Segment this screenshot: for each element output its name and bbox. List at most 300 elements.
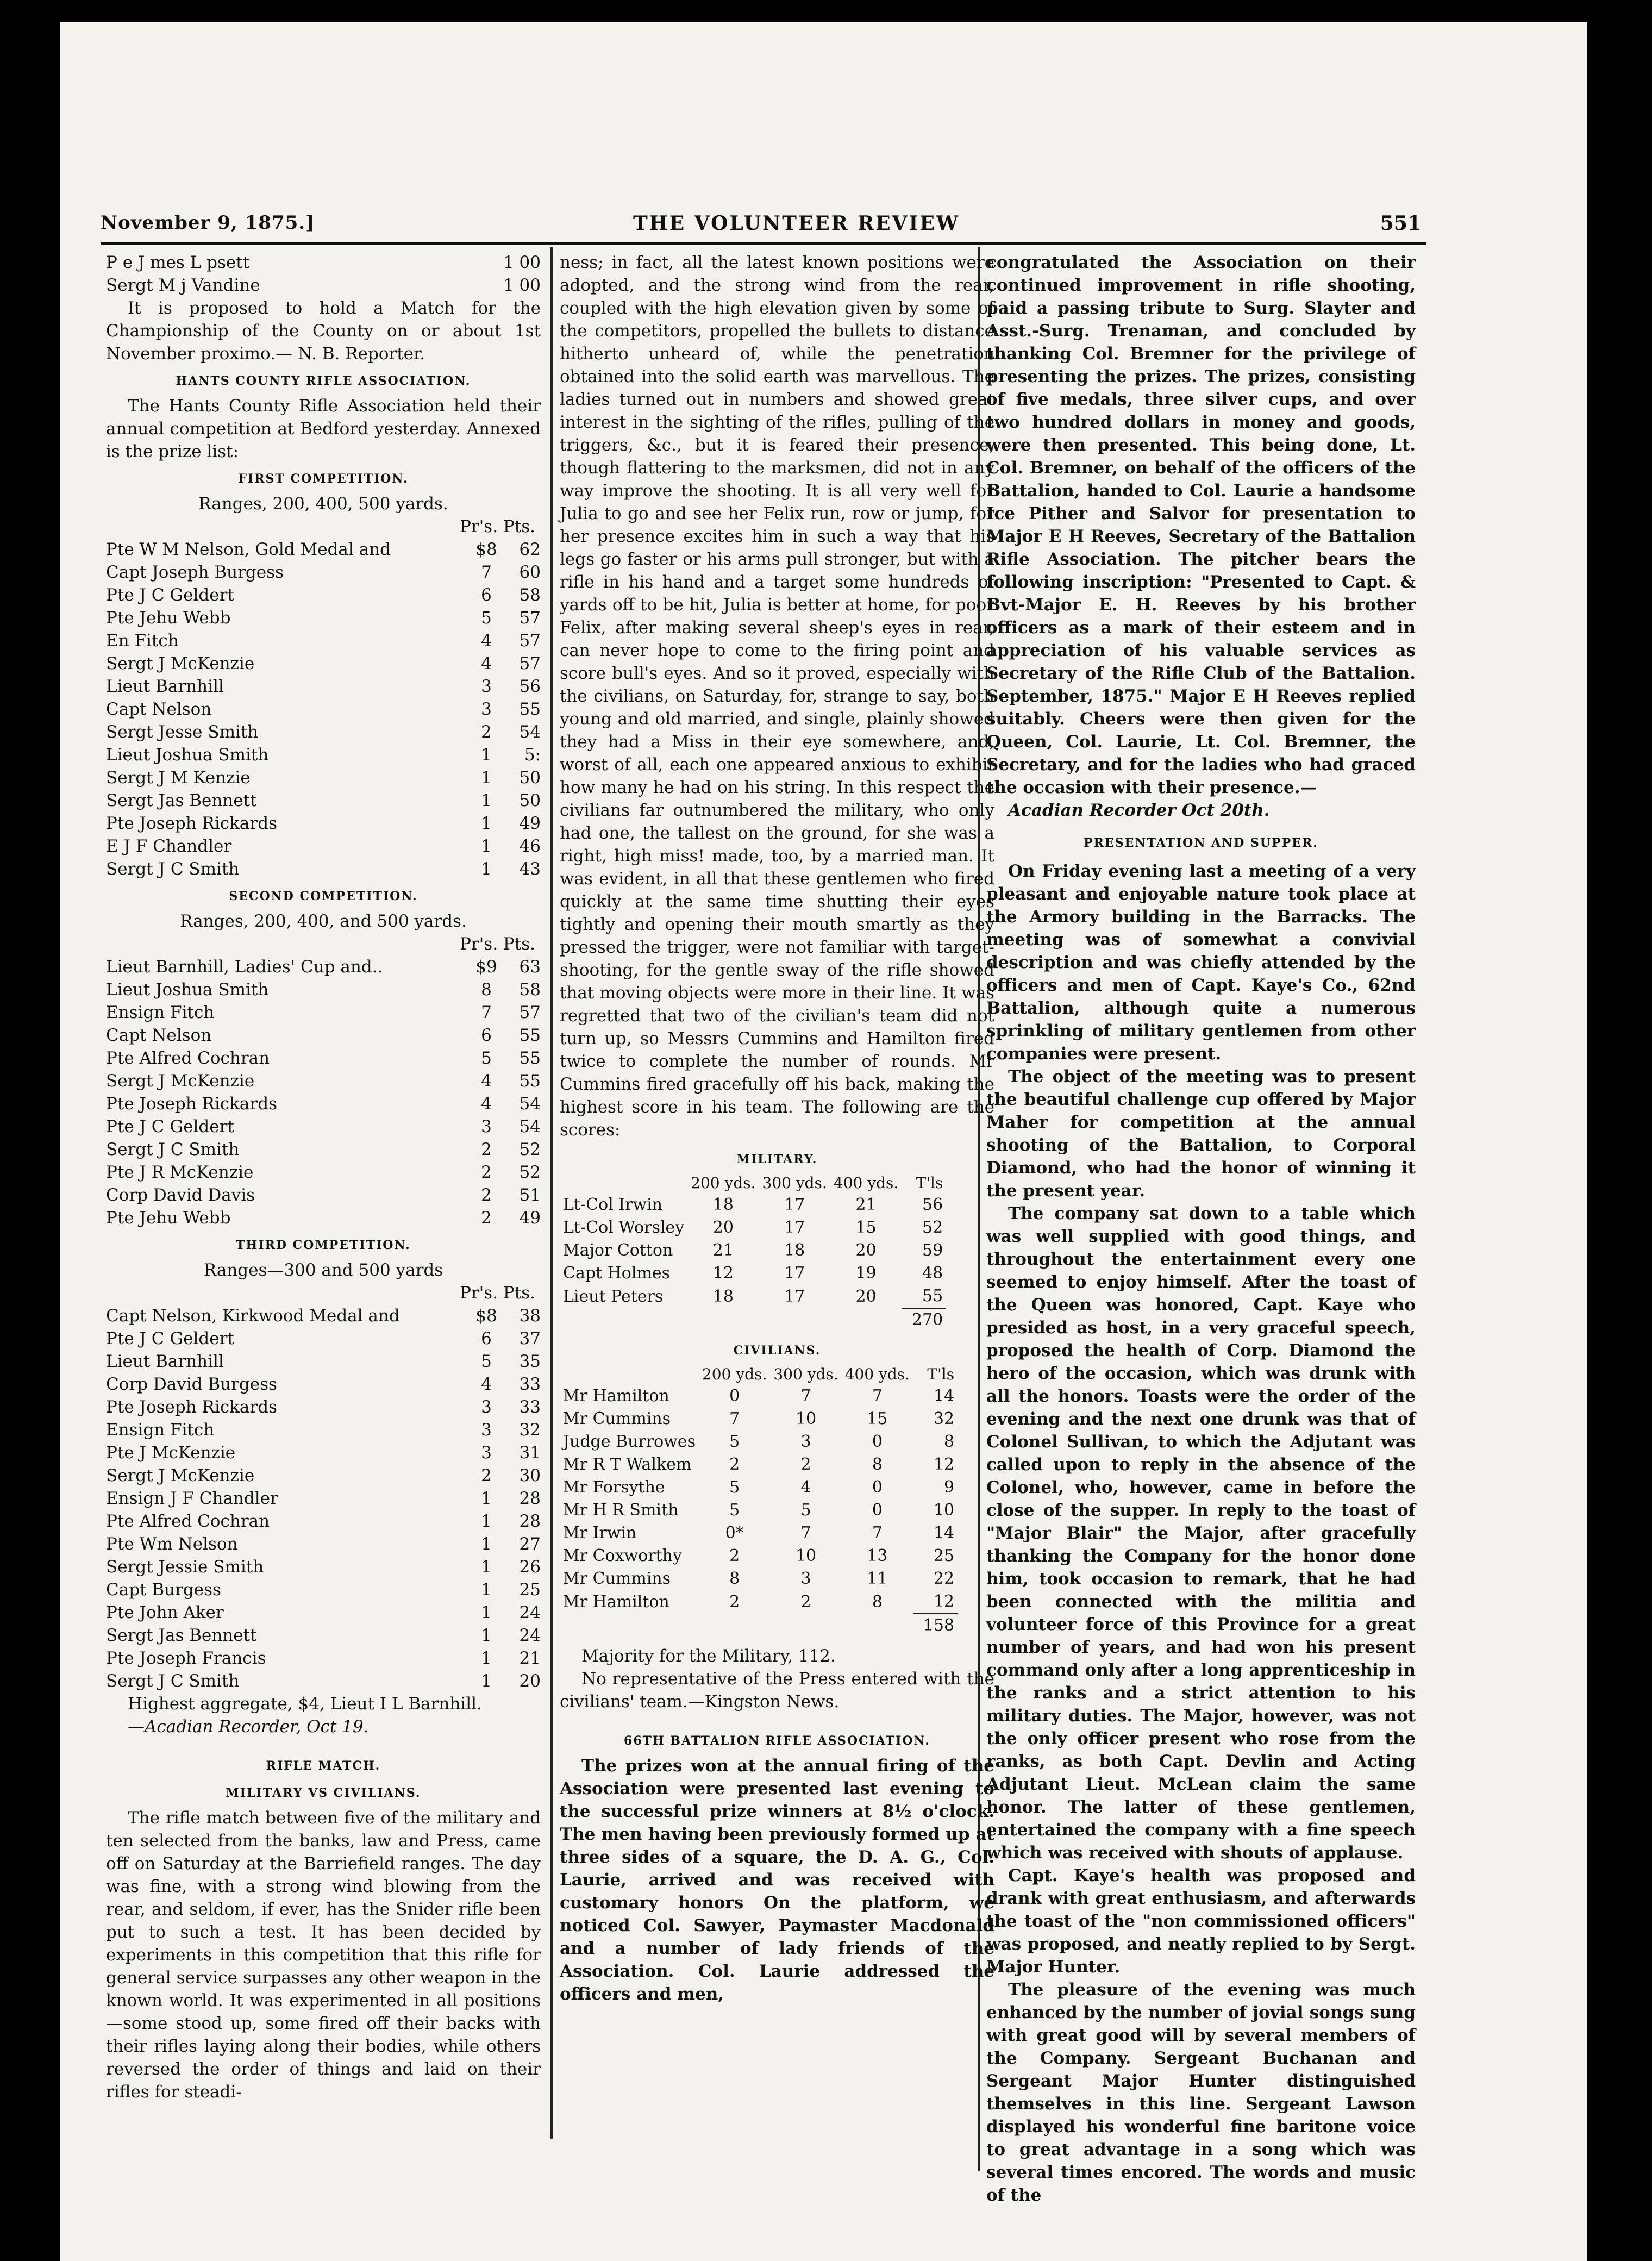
score-cell: 18	[712, 1286, 734, 1306]
prize-row	[106, 1138, 541, 1161]
score-cell: 2	[800, 1455, 811, 1474]
column-rule-1	[550, 247, 553, 2139]
competitor-name: Sergt J McKenzie	[106, 654, 255, 673]
third-competition-heading: THIRD COMPETITION.	[236, 1238, 411, 1252]
competitor-name: Lieut Barnhill	[106, 1352, 224, 1371]
prize-row	[106, 584, 541, 607]
competitor-name: Sergt Jessie Smith	[106, 1557, 264, 1577]
prize-value: 1	[481, 768, 492, 788]
prize-row	[106, 1578, 541, 1601]
prize-value: 1	[481, 1512, 492, 1531]
shooter-name: Mr Irwin	[563, 1523, 637, 1542]
prize-row	[106, 1601, 541, 1624]
points-value: 20	[519, 1671, 541, 1691]
score-cell: 15	[867, 1409, 888, 1428]
prize-row	[106, 1556, 541, 1578]
header-page-number: 551	[1380, 212, 1421, 235]
presentation-paragraph-2: The object of the meeting was to present the beautiful challenge cup offered by Major Maher for competition at the annual shooting of the Battalion, to Corporal Diamond, who had the honor of winning it the present year.	[986, 1067, 1416, 1201]
prize-value: 2	[481, 1140, 492, 1159]
points-value: 55	[519, 699, 541, 719]
score-row	[560, 1239, 946, 1262]
competitor-name: Lieut Barnhill	[106, 677, 224, 696]
prize-value: 7	[481, 563, 492, 582]
source-acadian-recorder-oct20: Acadian Recorder Oct 20th.	[1008, 801, 1270, 820]
prize-row	[106, 1092, 541, 1115]
competitor-name: Pte Joseph Francis	[106, 1648, 266, 1668]
prize-row	[106, 1327, 541, 1350]
points-value: 55	[519, 1026, 541, 1045]
competitor-name: Pte Jehu Webb	[106, 608, 231, 628]
military-scores-table	[560, 1173, 946, 1332]
points-value: 54	[519, 722, 541, 742]
score-cell: 13	[867, 1546, 888, 1565]
prize-points-header-3: Pr's. Pts.	[460, 1283, 535, 1303]
points-value: 63	[519, 957, 541, 977]
score-cell: 18	[712, 1195, 734, 1214]
competitor-name: Pte Wm Nelson	[106, 1534, 238, 1554]
civilians-scores-heading: CIVILIANS.	[733, 1344, 821, 1358]
points-value: 28	[519, 1489, 541, 1508]
prize-value: 1	[481, 814, 492, 833]
prize-value: 5	[481, 1048, 492, 1068]
shooter-name: Mr R T Walkem	[563, 1455, 692, 1474]
score-cell: 20	[712, 1218, 734, 1237]
presentation-paragraph-4: Capt. Kaye's health was proposed and drank with great enthusiasm, and afterwards the toast of the "non commissioned officers" was proposed, and neatly replied to by Sergt. Major Hunter.	[986, 1866, 1416, 1977]
competitor-name: Pte Alfred Cochran	[106, 1512, 270, 1531]
column-1	[106, 251, 541, 2103]
competitor-name: Capt Burgess	[106, 1580, 221, 1600]
competitor-name: Corp David Davis	[106, 1185, 255, 1205]
prize-value: $9	[475, 957, 497, 977]
civ-col-300: 300 yds.	[773, 1365, 838, 1383]
score-cell: 17	[784, 1264, 805, 1283]
points-value: 49	[519, 814, 541, 833]
column-2	[560, 251, 994, 2006]
score-cell: 56	[922, 1195, 943, 1214]
prize-row	[106, 835, 541, 858]
prize-row	[106, 955, 541, 978]
prize-row	[106, 274, 541, 297]
score-cell: 55	[922, 1286, 943, 1306]
prize-row	[106, 538, 541, 561]
score-row	[560, 1499, 958, 1522]
points-value: 27	[519, 1534, 541, 1554]
prize-value: 1	[481, 1671, 492, 1691]
score-cell: 17	[784, 1218, 805, 1237]
score-cell: 25	[933, 1546, 955, 1565]
score-cell: 0	[872, 1432, 883, 1451]
prize-value: 6	[481, 1026, 492, 1045]
prize-row	[106, 629, 541, 652]
prize-value: 4	[481, 654, 492, 673]
prize-row	[106, 1001, 541, 1024]
championship-paragraph: It is proposed to hold a Match for the Championship of the County on or about 1st November proximo.— N. B. Reporter.	[106, 298, 541, 364]
col-400: 400 yds.	[833, 1174, 899, 1192]
points-value: 52	[519, 1163, 541, 1182]
prize-value: 6	[481, 1329, 492, 1348]
prize-row	[106, 1670, 541, 1692]
points-value: 33	[519, 1397, 541, 1417]
prize-value: 3	[481, 1420, 492, 1440]
competitor-name: Sergt Jas Bennett	[106, 791, 257, 810]
competitor-name: Lieut Barnhill, Ladies' Cup and..	[106, 957, 383, 977]
prize-value: 5	[481, 608, 492, 628]
points-value: 32	[519, 1420, 541, 1440]
prize-row	[106, 1624, 541, 1647]
points-value: 58	[519, 980, 541, 1000]
score-cell: 7	[800, 1523, 811, 1542]
association-continued: congratulated the Association on their continued improvement in rifle shooting, paid a passing tribute to Surg. Slayter and Asst.-Surg. Trenaman, and concluded by thanking Col. Bremner for the privilege of presenting the prizes. The prizes, consisting of five medals, three silver cups, and over two hundred dollars in money and goods, were then presented. This being done, Lt. Col. Bremner, on behalf of the officers of the Battalion, handed to Col. Laurie a handsome Ice Pither and Salvor for presentation to Major E H Reeves, Secretary of the Battalion Rifle Association. The pitcher bears the following inscription: "Presented to Capt. & Bvt-Major E. H. Reeves by his brother officers as a mark of their esteem and in appreciation of his valuable services as Secretary of the Rifle Club of the Battalion. September, 1875." Major E H Reeves replied suitably. Cheers were then given for the Queen, Col. Laurie, Lt. Col. Bremner, the Secretary, and for the ladies who had graced the occasion with their presence.—	[986, 253, 1416, 797]
prize-value: 4	[481, 631, 492, 651]
score-row	[560, 1590, 958, 1614]
competitor-name: P e J mes L psett	[106, 253, 250, 272]
score-row	[560, 1522, 958, 1545]
amount-value: 1 00	[503, 276, 541, 295]
prize-value: 2	[481, 722, 492, 742]
prize-value: 2	[481, 1466, 492, 1485]
header-rule	[101, 242, 1426, 245]
competitor-name: Sergt Jas Bennett	[106, 1626, 257, 1645]
points-value: 38	[519, 1306, 541, 1326]
competitor-name: Pte Joseph Rickards	[106, 814, 277, 833]
header-date: November 9, 1875.]	[101, 212, 315, 234]
shooter-name: Mr Coxworthy	[563, 1546, 682, 1565]
competitor-name: Capt Nelson	[106, 699, 212, 719]
prize-points-header: Pr's. Pts.	[460, 517, 535, 536]
presentation-paragraph-3: The company sat down to a table which was well supplied with good things, and throughout the entertainment every one seemed to enjoy himself. After the toast of the Queen was honored, Capt. Kaye who presided as host, in a very graceful speech, proposed the health of Corp. Diamond the hero of the occasion, which was drunk with all the honors. Toasts were the order of the evening and the next one drunk was that of Colonel Sullivan, to which the Adjutant was called upon to reply in the absence of the Colonel, who, however, came in before the close of the supper. In reply to the toast of "Major Blair" the Major, after gracefully thanking the Company for the honor done him, took occasion to remark, that he had been connected with the militia and volunteer force of this Province for a great number of years, and had won his present command only after a long apprenticeship in the ranks and a strict attention to his military duties. The Major, however, was not the only officer present who rose from the ranks, as both Capt. Devlin and Acting Adjutant Lieut. McLean claim the same honor. The latter of these gentlemen, entertained the company with a fine speech which was received with shouts of applause.	[986, 1204, 1416, 1863]
shooter-name: Judge Burrowes	[563, 1432, 696, 1451]
points-value: 33	[519, 1375, 541, 1394]
competitor-name: Lieut Joshua Smith	[106, 745, 269, 765]
points-value: 55	[519, 1048, 541, 1068]
prize-row	[106, 1396, 541, 1419]
prize-row	[106, 561, 541, 584]
col-200: 200 yds.	[691, 1174, 756, 1192]
military-vs-civilians-heading: MILITARY VS CIVILIANS.	[226, 1786, 421, 1800]
column-3	[986, 251, 1416, 2207]
prize-row	[106, 1115, 541, 1138]
score-cell: 4	[800, 1478, 811, 1497]
competitor-name: En Fitch	[106, 631, 179, 651]
prize-value: 8	[481, 980, 492, 1000]
prize-row	[106, 744, 541, 766]
score-cell: 10	[933, 1501, 955, 1520]
col-300: 300 yds.	[762, 1174, 827, 1192]
score-cell: 20	[855, 1241, 877, 1260]
score-cell: 14	[933, 1523, 955, 1542]
prize-row	[106, 978, 541, 1001]
score-cell: 7	[872, 1523, 883, 1542]
score-cell: 8	[872, 1592, 883, 1612]
prize-row	[106, 1441, 541, 1464]
competitor-name: Sergt J McKenzie	[106, 1071, 255, 1091]
points-value: 25	[519, 1580, 541, 1600]
competitor-name: Pte J R McKenzie	[106, 1163, 254, 1182]
prize-value: 2	[481, 1208, 492, 1228]
score-cell: 5	[729, 1478, 740, 1497]
header-title: THE VOLUNTEER REVIEW	[633, 212, 960, 235]
score-row	[560, 1194, 946, 1216]
prize-value: 1	[481, 791, 492, 810]
page-header	[101, 212, 1421, 245]
score-cell: 12	[933, 1455, 955, 1474]
score-cell: 18	[784, 1241, 805, 1260]
points-value: 24	[519, 1626, 541, 1645]
prize-value: 1	[481, 1489, 492, 1508]
amount-value: 1 00	[503, 253, 541, 272]
prize-value: 1	[481, 1580, 492, 1600]
battalion-paragraph: The prizes won at the annual firing of the Association were presented last evening to the successful prize winners at 8½ o'clock. The men having been previously formed up at three sides of a square, the D. A. G., Col. Laurie, arrived and was received with customary honors On the platform, we noticed Col. Sawyer, Paymaster Macdonald and a number of lady friends of the Association. Col. Laurie addressed the officers and men,	[560, 1756, 994, 2004]
score-cell: 9	[943, 1478, 955, 1497]
competitor-name: Pte J C Geldert	[106, 1329, 234, 1348]
shooter-name: Mr H R Smith	[563, 1501, 679, 1520]
prize-row	[106, 1024, 541, 1047]
score-cell: 0	[729, 1386, 740, 1406]
points-value: 49	[519, 1208, 541, 1228]
prize-value: 1	[481, 1534, 492, 1554]
competitor-name: Capt Nelson	[106, 1026, 212, 1045]
score-cell: 2	[729, 1592, 740, 1612]
score-cell: 7	[872, 1386, 883, 1406]
points-value: 60	[519, 563, 541, 582]
competitor-name: Pte Joseph Rickards	[106, 1397, 277, 1417]
points-value: 24	[519, 1603, 541, 1622]
rifle-match-continued: ness; in fact, all the latest known positions were adopted, and the strong wind from the rear, coupled with the high elevation given by some of the competitors, propelled the bullets to distance hitherto unheard of, while the penetration obtained into the solid earth was marvellous. The ladies turned out in numbers and showed great interest in the sighting of the rifles, pulling of the triggers, &c., but it is feared their presence, though flattering to the marksmen, did not in any way improve the shooting. It is all very well for Julia to go and see her Felix run, row or jump, for her presence excites him in such a way that his legs go faster or his arms pull stronger, but with a rifle in his hand and a target some hundreds of yards off to be hit, Julia is better at home, for poor Felix, after making several sheep's eyes in rear, can never hope to come to the firing point and score bull's eyes. And so it proved, especially with the civilians, on Saturday, for, strange to say, both young and old married, and single, plainly showed they had a Miss in their eye somewhere, and, worst of all, each one appeared anxious to exhibit how many he had on his string. In this respect the civilians far outnumbered the military, who only had one, the tallest on the ground, for she was a right, high miss! made, too, by a married man. It was evident, in all that these gentlemen who fired quickly at the same time shutting their eyes tightly and opening their mouth smartly as they pressed the trigger, were not familiar with target-shooting, for the gentle sway of the rifle showed that moving objects were more in their line. It was regretted that two of the civilian's team did not turn up, so Messrs Cummins and Hamilton fired twice to complete the number of rounds. Mr Cummins fired gracefully off his back, making the highest score in his team. The following are the scores:	[560, 253, 994, 1140]
competitor-name: Sergt J M Kenzie	[106, 768, 251, 788]
competitor-name: Corp David Burgess	[106, 1375, 277, 1394]
no-representative-line: No representative of the Press entered with the civilians' team.—Kingston News.	[560, 1669, 994, 1712]
shooter-name: Mr Forsythe	[563, 1478, 665, 1497]
score-cell: 20	[855, 1286, 877, 1306]
prize-value: 7	[481, 1003, 492, 1022]
prize-row	[106, 789, 541, 812]
prize-value: 1	[481, 836, 492, 856]
competitor-name: Ensign J F Chandler	[106, 1489, 278, 1508]
shooter-name: Lt-Col Irwin	[563, 1195, 663, 1214]
battalion-heading: 66TH BATTALION RIFLE ASSOCIATION.	[624, 1734, 930, 1748]
score-cell: 12	[712, 1264, 734, 1283]
score-row	[560, 1567, 958, 1590]
prize-row	[106, 721, 541, 744]
prize-value: 1	[481, 745, 492, 765]
prize-value: 1	[481, 1603, 492, 1622]
score-cell: 8	[872, 1455, 883, 1474]
prize-value: 3	[481, 699, 492, 719]
civilian-total: 158	[913, 1614, 958, 1637]
presentation-heading: PRESENTATION AND SUPPER.	[1084, 836, 1318, 850]
hants-heading: HANTS COUNTY RIFLE ASSOCIATION.	[176, 374, 471, 388]
prize-value: 3	[481, 1117, 492, 1136]
prize-row	[106, 1070, 541, 1092]
score-cell: 22	[933, 1569, 955, 1588]
score-row	[560, 1216, 946, 1239]
prize-value: 4	[481, 1094, 492, 1114]
prize-row	[106, 1373, 541, 1396]
prize-value: 2	[481, 1185, 492, 1205]
competitor-name: Pte W M Nelson, Gold Medal and	[106, 540, 391, 559]
score-cell: 17	[784, 1286, 805, 1306]
prize-points-header-2: Pr's. Pts.	[460, 934, 535, 954]
prize-row	[106, 1161, 541, 1184]
competitor-name: Sergt J C Smith	[106, 1671, 240, 1691]
score-row	[560, 1431, 958, 1453]
points-value: 26	[519, 1557, 541, 1577]
points-value: 21	[519, 1648, 541, 1668]
third-ranges: Ranges—300 and 500 yards	[203, 1260, 443, 1280]
prize-value: 3	[481, 1443, 492, 1463]
prize-row	[106, 812, 541, 835]
military-scores-heading: MILITARY.	[736, 1152, 818, 1166]
col-totals: T'ls	[916, 1174, 943, 1192]
competitor-name: Ensign Fitch	[106, 1420, 215, 1440]
score-row	[560, 1545, 958, 1567]
competitor-name: Capt Joseph Burgess	[106, 563, 284, 582]
prize-row	[106, 1184, 541, 1207]
score-cell: 8	[943, 1432, 955, 1451]
points-value: 57	[519, 654, 541, 673]
shooter-name: Capt Holmes	[563, 1264, 671, 1283]
score-cell: 0*	[725, 1523, 744, 1542]
competitor-name: Sergt M j Vandine	[106, 276, 260, 295]
score-cell: 7	[800, 1386, 811, 1406]
score-cell: 2	[729, 1455, 740, 1474]
prize-row	[106, 1350, 541, 1373]
points-value: 55	[519, 1071, 541, 1091]
prize-row	[106, 607, 541, 629]
score-cell: 5	[800, 1501, 811, 1520]
score-cell: 21	[855, 1195, 877, 1214]
military-total: 270	[902, 1308, 946, 1332]
score-cell: 19	[855, 1264, 877, 1283]
score-cell: 21	[712, 1241, 734, 1260]
civ-col-totals: T'ls	[927, 1365, 955, 1383]
presentation-paragraph-5: The pleasure of the evening was much enhanced by the number of jovial songs sung with great good will by several members of the Company. Sergeant Buchanan and Sergeant Major Hunter distinguished themselves in this line. Sergeant Lawson displayed his wonderful fine baritone voice to great advantage in a song which was several times encored. The words and music of the	[986, 1980, 1416, 2205]
points-value: 58	[519, 585, 541, 605]
score-cell: 0	[872, 1478, 883, 1497]
points-value: 50	[519, 768, 541, 788]
competitor-name: Pte John Aker	[106, 1603, 224, 1622]
score-cell: 2	[729, 1546, 740, 1565]
score-cell: 11	[867, 1569, 888, 1588]
points-value: 52	[519, 1140, 541, 1159]
prize-row	[106, 858, 541, 880]
score-cell: 32	[933, 1409, 955, 1428]
points-value: 50	[519, 791, 541, 810]
score-cell: 59	[922, 1241, 943, 1260]
shooter-name: Mr Cummins	[563, 1409, 671, 1428]
score-cell: 0	[872, 1501, 883, 1520]
rifle-match-heading: RIFLE MATCH.	[266, 1759, 381, 1773]
rifle-match-paragraph: The rifle match between five of the military and ten selected from the banks, law and Press, came off on Saturday at the Barriefield ranges. The day was fine, with a strong wind blowing from the rear, and seldom, if ever, has the Snider rifle been put to such a test. It has been decided by experiments in this competition that this rifle for general service surpasses any other weapon in the known world. It was experimented in all positions—some stood up, some fired off their backs with their rifles laying along their bodies, while others reversed the order of things and laid on their rifles for steadi-	[106, 1808, 541, 2102]
points-value: 57	[519, 608, 541, 628]
points-value: 5:	[524, 745, 541, 765]
competitor-name: Sergt J C Smith	[106, 1140, 240, 1159]
prize-value: $8	[475, 540, 497, 559]
score-cell: 10	[795, 1409, 817, 1428]
prize-value: 5	[481, 1352, 492, 1371]
score-cell: 8	[729, 1569, 740, 1588]
points-value: 46	[519, 836, 541, 856]
competitor-name: Capt Nelson, Kirkwood Medal and	[106, 1306, 400, 1326]
prize-row	[106, 652, 541, 675]
score-cell: 7	[729, 1409, 740, 1428]
competitor-name: Sergt J McKenzie	[106, 1466, 255, 1485]
shooter-name: Mr Cummins	[563, 1569, 671, 1588]
points-value: 57	[519, 631, 541, 651]
civ-col-400: 400 yds.	[844, 1365, 910, 1383]
score-row	[560, 1262, 946, 1285]
shooter-name: Lieut Peters	[563, 1286, 664, 1306]
majority-line: Majority for the Military, 112.	[581, 1646, 836, 1666]
highest-aggregate: Highest aggregate, $4, Lieut I L Barnhill.	[128, 1694, 482, 1714]
prize-row	[106, 1510, 541, 1533]
score-cell: 10	[795, 1546, 817, 1565]
score-cell: 3	[800, 1432, 811, 1451]
prize-value: 3	[481, 677, 492, 696]
prize-row	[106, 1047, 541, 1070]
score-row	[560, 1408, 958, 1431]
prize-row	[106, 698, 541, 721]
prize-value: 2	[481, 1163, 492, 1182]
score-cell: 48	[922, 1264, 943, 1283]
prize-value: 1	[481, 1626, 492, 1645]
points-value: 51	[519, 1185, 541, 1205]
points-value: 37	[519, 1329, 541, 1348]
prize-value: 1	[481, 1557, 492, 1577]
prize-value: 1	[481, 859, 492, 879]
prize-row	[106, 1304, 541, 1327]
prize-value: $8	[475, 1306, 497, 1326]
first-competition-heading: FIRST COMPETITION.	[238, 472, 409, 486]
shooter-name: Lt-Col Worsley	[563, 1218, 685, 1237]
prize-row	[106, 251, 541, 274]
first-ranges: Ranges, 200, 400, 500 yards.	[198, 494, 448, 514]
score-row	[560, 1385, 958, 1408]
presentation-paragraph-1: On Friday evening last a meeting of a very pleasant and enjoyable nature took place at the Armory building in the Barracks. The meeting was of somewhat a convivial description and was chiefly attended by the officers and men of Capt. Kaye's Co., 62nd Battalion, although quite a numerous sprinkling of military gentlemen from other companies were present.	[986, 861, 1416, 1064]
score-cell: 17	[784, 1195, 805, 1214]
points-value: 43	[519, 859, 541, 879]
competitor-name: Pte J C Geldert	[106, 1117, 234, 1136]
hants-intro: The Hants County Rifle Association held their annual competition at Bedford yesterday. Annexed is the prize list:	[106, 396, 541, 461]
score-cell: 2	[800, 1592, 811, 1612]
second-ranges: Ranges, 200, 400, and 500 yards.	[180, 911, 467, 931]
second-competition-heading: SECOND COMPETITION.	[229, 889, 418, 903]
source-acadian-recorder: —Acadian Recorder, Oct 19.	[128, 1717, 369, 1737]
points-value: 35	[519, 1352, 541, 1371]
competitor-name: Pte Alfred Cochran	[106, 1048, 270, 1068]
civ-col-200: 200 yds.	[702, 1365, 767, 1383]
competitor-name: E J F Chandler	[106, 836, 232, 856]
points-value: 30	[519, 1466, 541, 1485]
shooter-name: Mr Hamilton	[563, 1386, 669, 1406]
score-cell: 3	[800, 1569, 811, 1588]
prize-value: 1	[481, 1648, 492, 1668]
competitor-name: Pte Joseph Rickards	[106, 1094, 277, 1114]
competitor-name: Pte J McKenzie	[106, 1443, 236, 1463]
competitor-name: Sergt J C Smith	[106, 859, 240, 879]
points-value: 54	[519, 1094, 541, 1114]
prize-row	[106, 1207, 541, 1229]
competitor-name: Pte Jehu Webb	[106, 1208, 231, 1228]
score-row	[560, 1285, 946, 1308]
points-value: 62	[519, 540, 541, 559]
prize-row	[106, 1464, 541, 1487]
score-cell: 12	[933, 1592, 955, 1611]
score-row	[560, 1476, 958, 1499]
score-cell: 14	[933, 1386, 955, 1406]
prize-row	[106, 675, 541, 698]
prize-row	[106, 1647, 541, 1670]
